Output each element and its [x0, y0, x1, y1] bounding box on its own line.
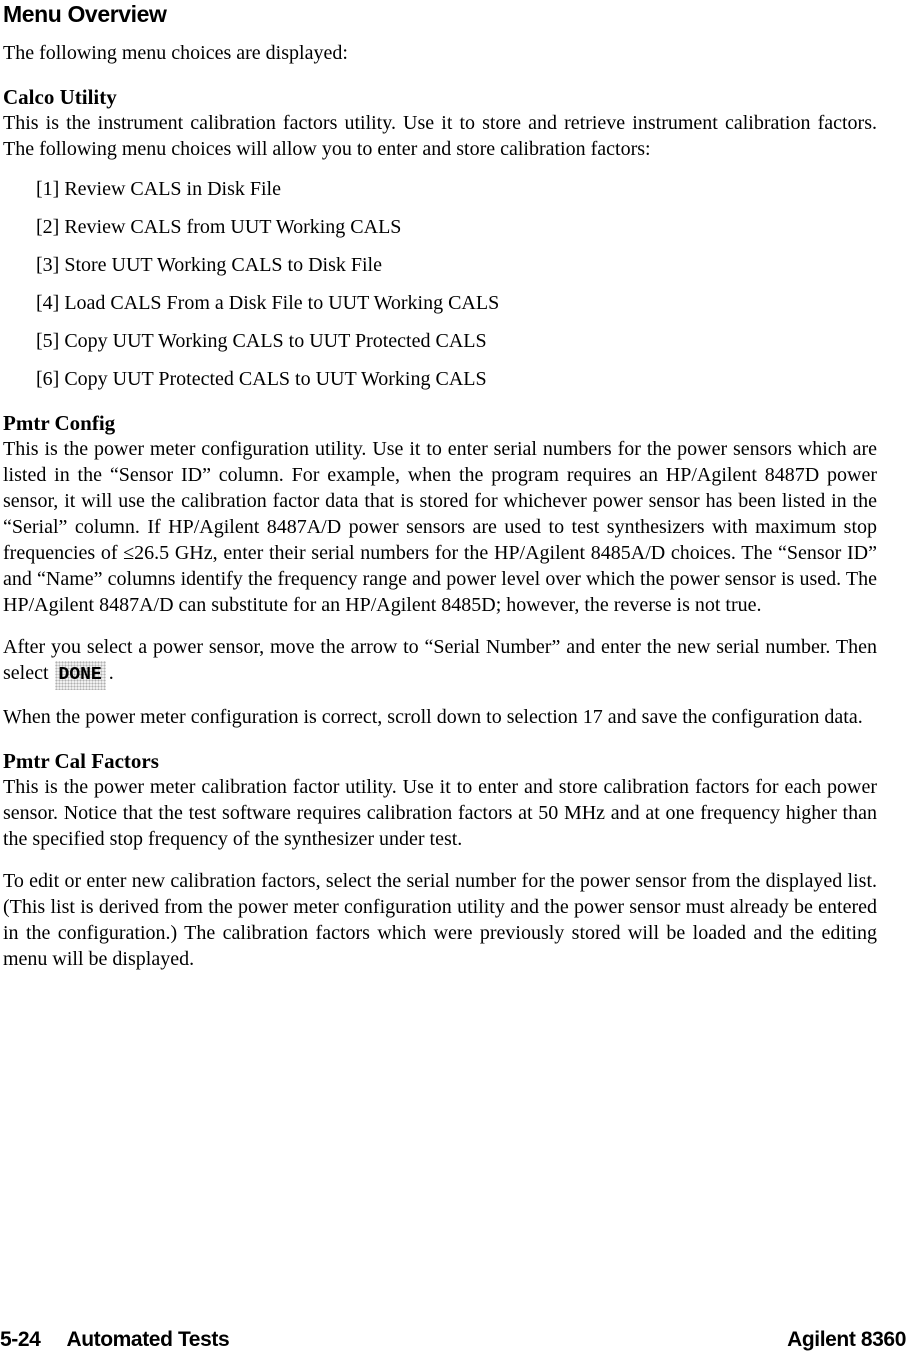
section-heading-pmtr-config: Pmtr Config: [3, 411, 116, 435]
section-heading-pmtr-cal-factors: Pmtr Cal Factors: [3, 749, 159, 773]
menu-item-5: [5] Copy UUT Working CALS to UUT Protected CALS: [36, 330, 487, 352]
select-sensor-paragraph: [3, 634, 905, 688]
section-heading-calco-utility: Calco Utility: [3, 85, 117, 109]
done-softkey: DONE: [55, 661, 106, 690]
select-sensor-period: .: [108, 662, 114, 684]
footer-page-number: 5-24: [0, 1328, 41, 1351]
menu-item-6: [6] Copy UUT Protected CALS to UUT Working CALS: [36, 368, 487, 390]
menu-item-2: [2] Review CALS from UUT Working CALS: [36, 216, 402, 238]
footer-chapter-label: Automated Tests: [66, 1328, 230, 1351]
calco-utility-description: This is the instrument calibration factors utility. Use it to store and retrieve instrument calibration factors. The following menu choices will allow you to enter and store calibration factors:: [3, 112, 877, 160]
menu-item-4: [4] Load CALS From a Disk File to UUT Working CALS: [36, 292, 500, 314]
edit-cal-factors-paragraph: To edit or enter new calibration factors, select the serial number for the power sensor from the displayed list. (This list is derived from the power meter configuration utility and the power sensor must already be entered in the configuration.) The calibration factors which were previously stored will be loaded and the editing menu will be displayed.: [3, 870, 877, 970]
footer-left: [0, 1328, 229, 1352]
intro-text: The following menu choices are displayed:: [3, 42, 348, 64]
page-footer: [0, 1328, 906, 1352]
page-title: Menu Overview: [3, 1, 167, 27]
menu-item-1: [1] Review CALS in Disk File: [36, 178, 281, 200]
pmtr-config-description: This is the power meter configuration utility. Use it to enter serial numbers for the power sensors which are listed in the “Sensor ID” column. For example, when the program requires an HP/Agilent 8487D power sensor, it will use the calibration factor data that is stored for whichever power sensor has been listed in the “Serial” column. If HP/Agilent 8487A/D power sensors are used to test synthesizers with maximum stop frequencies of ≤26.5 GHz, enter their serial numbers for the HP/Agilent 8485A/D choices. The “Sensor ID” and “Name” columns identify the frequency range and power level over which the power sensor is used. The HP/Agilent 8487A/D can substitute for an HP/Agilent 8485D; however, the reverse is not true.: [3, 438, 877, 616]
pmtr-cal-description: This is the power meter calibration factor utility. Use it to enter and store calibration factors for each power sensor. Notice that the test software requires calibration factors at 50 MHz and at one frequency higher than the specified stop frequency of the synthesizer under test.: [3, 776, 877, 850]
calco-menu-list: [36, 176, 905, 392]
select-sensor-text: After you select a power sensor, move the arrow to “Serial Number” and enter the new serial number. Then select: [3, 636, 877, 684]
footer-product-label: Agilent 8360: [787, 1328, 906, 1351]
save-config-paragraph: When the power meter configuration is correct, scroll down to selection 17 and save the configuration data.: [3, 706, 863, 728]
menu-item-3: [3] Store UUT Working CALS to Disk File: [36, 254, 382, 276]
